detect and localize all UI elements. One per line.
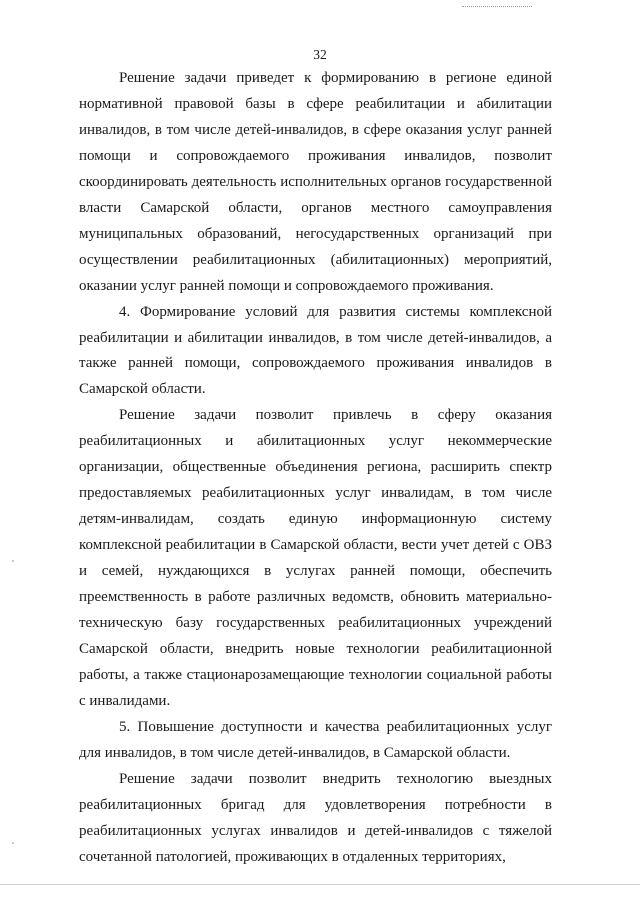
paragraph-task-5-outcome: Решение задачи позволит внедрить технологию выездных реабилитационных бригад для удовлетворения потребности в реабилитационных услугах инвалидов и детей-инвалидов с тяжелой сочетанной патологией, проживающих в отдаленных территориях,	[79, 770, 552, 865]
paragraph-task-5-heading: 5. Повышение доступности и качества реабилитационных услуг для инвалидов, в том числе детей-инвалидов, в Самарской области.	[79, 718, 552, 761]
page-number: 32	[313, 47, 327, 62]
paragraph-task-4-outcome: Решение задачи позволит привлечь в сферу оказания реабилитационных и абилитационных услуг некоммерческие организации, общественные объединения региона, расширить спектр предоставляемых реабилитационных услуг инвалидам, в том числе детям-инвалидам, создать единую информационную систему комплексной реабилитации в Самарской области, вести учет детей с ОВЗ и семей, нуждающихся в услугах ранней помощи, обеспечить преемственность в работе различных ведомств, обновить материально-техническую базу государственных реабилитационных учреждений Самарской области, внедрить новые технологии реабилитационной работы, а также стационарозамещающие технологии социальной работы с инвалидами.	[79, 407, 552, 709]
document-body	[79, 66, 552, 871]
paragraph-task-outcome: Решение задачи приведет к формированию в регионе единой нормативной правовой базы в сфере реабилитации и абилитации инвалидов, в том числе детей-инвалидов, в сфере оказания услуг ранней помощи и сопровождаемого проживания инвалидов, позволит скоординировать деятельность исполнительных органов государственной власти Самарской области, органов местного самоуправления муниципальных образований, негосударственных организаций при осуществлении реабилитационных (абилитационных) мероприятий, оказании услуг ранней помощи и сопровождаемого проживания.	[79, 70, 552, 294]
paragraph-task-4-heading: 4. Формирование условий для развития системы комплексной реабилитации и абилитации инвалидов, в том числе детей-инвалидов, а также ранней помощи, сопровождаемого проживания инвалидов в Самарской области.	[79, 303, 552, 398]
page-bottom-edge	[0, 884, 640, 885]
scan-mark	[462, 6, 532, 7]
scan-speck	[12, 842, 14, 844]
scan-speck	[12, 560, 14, 562]
